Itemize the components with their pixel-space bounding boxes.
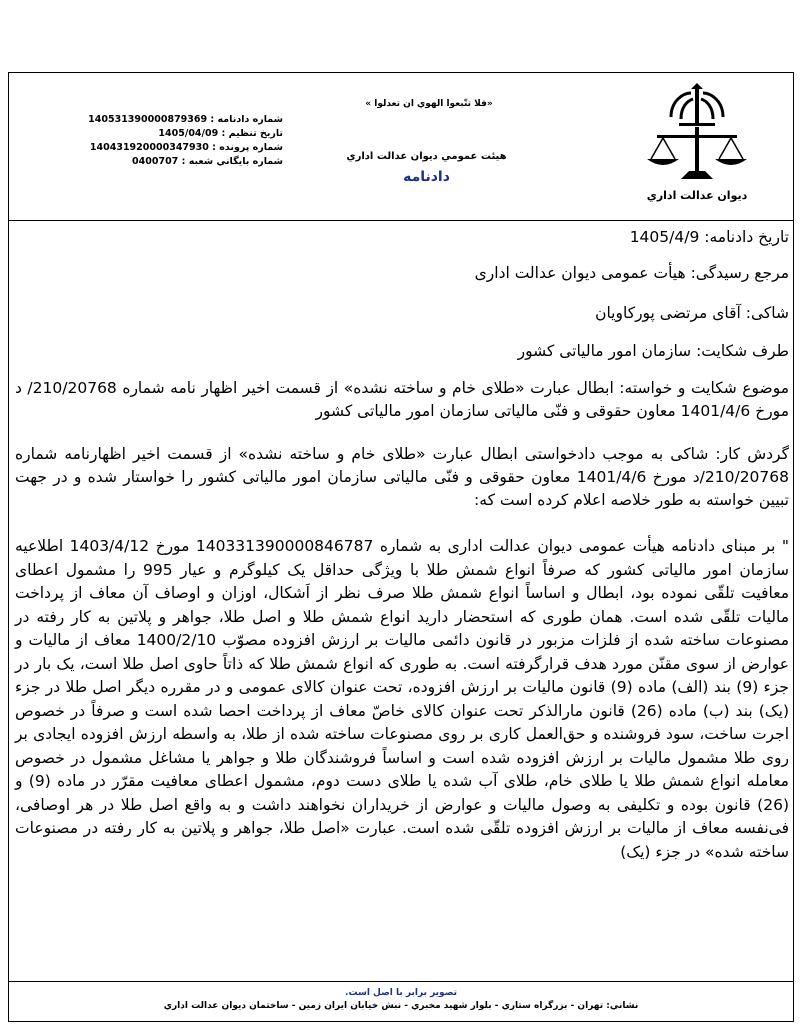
document-body [9,221,793,981]
defendant: طرف شکایت: سازمان امور مالیاتی کشور [517,342,789,360]
hearing-authority: مرجع رسیدگی: هیأت عمومی دیوان عدالت اداری [474,264,789,282]
quran-verse: «فلا تتّبعوا الهوي ان تعدلوا » [365,99,493,109]
meta-archive-number: شماره بايگاني شعبه : 0400707 [132,156,283,167]
certified-copy-note: تصوير برابر با اصل است. [345,988,457,998]
verdict-date: تاریخ دادنامه: 1405/4/9 [629,228,789,246]
board-name: هيئت عمومي ديوان عدالت اداري [346,151,507,162]
document-title: دادنامه [403,169,450,185]
main-text: " بر مبنای دادنامه هیأت عمومی دیوان عدالت اداری به شماره 140331390000846787 مورخ 1403/4/12 اطلاعیه سازمان امور مالیاتی کشور که صرفاً انواع شمش طلا با ویژگی حداقل یک کیلوگرم و عیار 995 را مشمول اعطای معافیت تلقّی نموده بود، ابطال و اساساً انواع شمش طلا صرف نظر از اَشکال، اوزان و اوصاف آن معاف از پرداخت مالیات تلقّی شده است. همان طوری که استحضار دارید انواع شمش طلا و اصل طلا، جواهر و پلاتین به کار رفته در مصنوعات ساخته شده از فلزات مزبور در قانون دائمی مالیات بر ارزش افزوده مصوّب 1400/2/10 معاف از مالیات و عوارض از سوی مقنّن مورد هدف قرارگرفته است. به طوری که انواع شمش طلا که ذاتاً حاوی اصل طلا است، یک بار در جزء (9) بند (الف) ماده (9) قانون مالیات بر ارزش افزوده، تحت عنوان کالای عمومی و در مقرره دیگر اصل طلا در جزء (یک) بند (ب) ماده (26) قانون مارالذکر تحت عنوان کالای خاصّ معاف از پرداخت احصا شده است و صرفاً در خصوص اجرت ساخت، سود فروشنده و حق‌العمل کاری بر روی مصنوعات ساخته شده از طلا، به واسطه ارزش افزوده ایجادی بر روی طلا مشمول مالیات بر ارزش افزوده شده است و اساساً فروشندگان طلا و جواهر یا مشاغل مشمول در خصوص معامله انواع شمش طلا یا طلای خام، طلای آب شده یا طلای دست دوم، مشمول اعطای معافیت مقرّر در ماده (9) و (26) قانون بوده و تکلیفی به وصول مالیات و عوارض از خریداران نخواهند داشت و به واقع اصل طلا در هر اوصافی، فی‌نفسه معاف از مالیات بر ارزش افزوده تلقّی شده است. عبارت «اصل طلا، جواهر و پلاتین به کار رفته در مصنوعات ساخته شده» در جزء (یک) [15,537,790,861]
document-frame [8,72,794,1022]
complaint-subject: موضوع شکایت و خواسته: ابطال عبارت «طلای خام و ساخته نشده» از قسمت اخیر اظهار نامه شماره 210/20768/ د مورخ 1401/4/6 معاون حقوقی و فنّی مالیاتی سازمان امور مالیاتی کشور [15,379,790,420]
plaintiff: شاکی: آقای مرتضی پورکاویان [595,304,789,322]
document-header [9,73,793,221]
address: نشاني: تهران - بزرگراه ستاري - بلوار شهيد مخبري - نبش خيابان ايران زمين - ساختمان ديوان عدالت اداري [163,1001,639,1011]
document-meta [65,113,283,169]
meta-case-number: شماره پرونده : 140431920000347930 [89,142,283,153]
emblem [637,83,757,211]
meta-verdict-number: شماره دادنامه : 140531390000879369 [88,114,283,125]
emblem-caption: ديوان عدالت اداري [646,189,748,202]
document-footer [9,981,793,1023]
meta-issue-date: تاريخ تنظيم : 1405/04/09 [158,128,283,139]
case-procedure: گردش کار: شاکی به موجب دادخواستی ابطال عبارت «طلای خام و ساخته نشده» از قسمت اخیر اظهارنامه شماره 210/20768/د مورخ 1401/4/6 معاون حقوقی و فنّی مالیاتی سازمان امور مالیاتی کشور را خواستار شده و در جهت تبیین خواسته به طور خلاصه اعلام کرده است که: [15,445,790,509]
iran-emblem-scales-icon [641,83,753,187]
